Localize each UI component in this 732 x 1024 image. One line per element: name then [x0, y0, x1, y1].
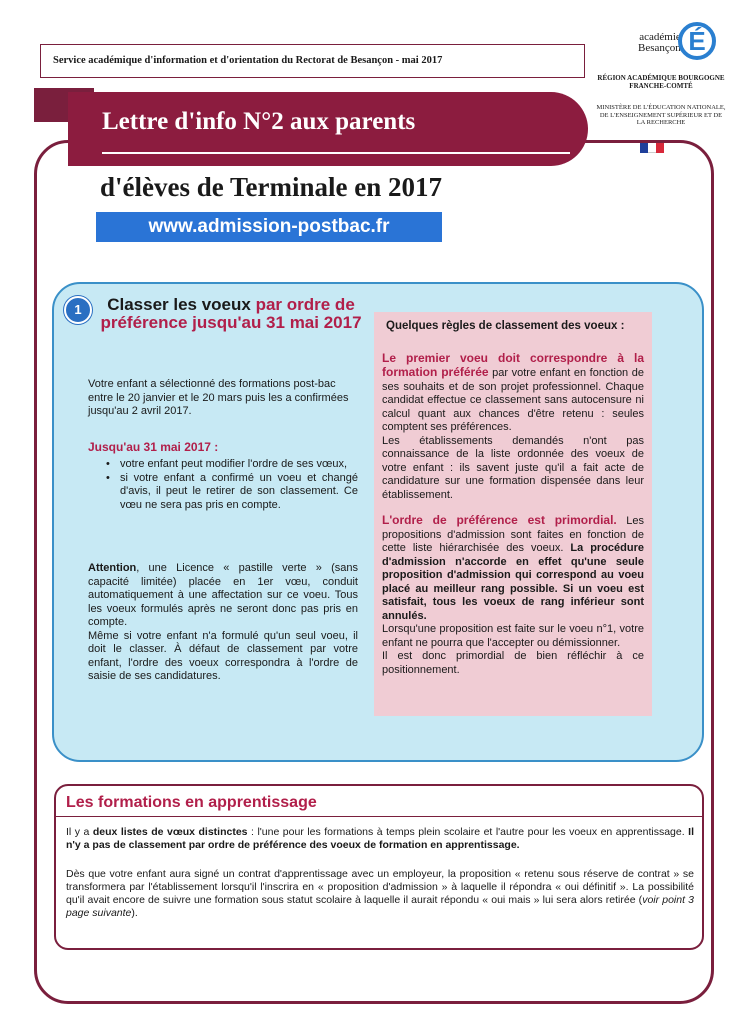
- logo-region: RÉGION ACADÉMIQUE BOURGOGNE FRANCHE-COMTÉ: [597, 74, 725, 90]
- rules-p3-lead: L'ordre de préférence est primordial.: [382, 513, 617, 527]
- logo-ministry: MINISTÈRE DE L'ÉDUCATION NATIONALE, DE L'ENSEIGNEMENT SUPÉRIEUR ET DE LA RECHERCHE: [596, 104, 726, 126]
- single-wish-text: Même si votre enfant n'a formulé qu'un seul voeu, il doit le classer. À défaut de classement par votre enfant, l'ordre des voeux correspondra à l'ordre de saisie de ses candidatures.: [88, 629, 358, 682]
- section2-p2-a: Dès que votre enfant aura signé un contrat d'apprentissage avec un employeur, la proposition « retenu sous réserve de contrat » se transformera par l'établissement lorsqu'il l'inscrira en « proposition d'admission » à laquelle il répondra « oui définitif ». La possibilité qu'il avait encore de suivre une formation sous statut scolaire à laquelle il aurait répondu « oui mais » lui sera alors retirée (: [66, 868, 694, 906]
- section2-p1: [66, 826, 694, 852]
- section1-bullet-list: [106, 458, 358, 512]
- attention-lead: Attention: [88, 562, 137, 574]
- list-item: • votre enfant peut modifier l'ordre de ses vœux,: [106, 458, 358, 472]
- section2-p2-link: voir point 3 page suivante: [66, 894, 694, 919]
- rules-heading: Quelques règles de classement des voeux :: [386, 320, 625, 332]
- logo-wordmark: [638, 32, 681, 54]
- logo-line-1: académie: [639, 31, 681, 43]
- rules-p1-lead: Le premier voeu doit correspondre à la formation préférée: [382, 350, 644, 379]
- rules-p1-text: par votre enfant en fonction de ses souhaits et de son projet professionnel. Chaque candidat effectue ce classement sans autocensure ni calcul quant aux chances d'être retenu : seules comptent ses préférences.: [382, 367, 644, 433]
- website-url[interactable]: www.admission-postbac.fr: [96, 212, 442, 242]
- rules-p3-text: Les propositions d'admission sont faites en fonction de cette liste hiérarchisée des voeux.: [382, 515, 644, 554]
- section1-title: [96, 296, 366, 332]
- title-line-2: d'élèves de Terminale en 2017: [100, 172, 442, 202]
- header-box: [40, 44, 585, 78]
- rules-box: [374, 312, 652, 716]
- section1-deadline: Jusqu'au 31 mai 2017 :: [88, 440, 219, 454]
- rules-p5: Il est donc primordial de bien réfléchir à ce positionnement.: [382, 650, 644, 676]
- section2-p1-d: Il n'y a pas de classement par ordre de préférence des voeux de formation en apprentissage.: [66, 826, 695, 851]
- section1-title-accent: par ordre de préférence jusqu'au 31 mai 2017: [100, 295, 362, 332]
- rules-p3-bold: La procédure d'admission n'accorde en effet qu'une seule proposition d'admission qui correspond au voeu placé au meilleur rang possible. Si un voeu est satisfait, tous les voeux de rang inférieur sont annulés.: [382, 542, 644, 622]
- title-line-1: Lettre d'info N°2 aux parents: [102, 108, 416, 135]
- section2-p1-b: deux listes de vœux distinctes: [92, 826, 248, 838]
- section2-p2: [66, 868, 694, 920]
- rules-p3: [382, 514, 644, 623]
- banner-underline: [102, 152, 570, 154]
- service-line: Service académique d'information et d'orientation du Rectorat de Besançon - mai 2017: [53, 55, 443, 66]
- section2-divider: [54, 816, 704, 817]
- section1-intro: Votre enfant a sélectionné des formations post-bac entre le 20 janvier et le 20 mars puis les a confirmées jusqu'au 2 avril 2017.: [88, 378, 349, 417]
- logo-line-2: Besançon: [638, 42, 681, 54]
- rules-p4: Lorsqu'une proposition est faite sur le voeu n°1, votre enfant ne pourra que l'accepter ou démissionner.: [382, 623, 644, 649]
- logo-e-icon: É: [678, 22, 716, 60]
- attention-text: , une Licence « pastille verte » (sans capacité limitée) placée en 1er vœu, conduit automatiquement à une affectation sur ce voeu. Tous les voeux formulés après ne seront donc pas pris en compte.: [88, 562, 358, 628]
- academie-logo: [596, 14, 726, 154]
- section1-attention: [88, 562, 358, 684]
- title-banner: [68, 92, 588, 166]
- section2-p1-c: : l'une pour les formations à temps plein scolaire et l'autre pour les voeux en apprentissage.: [247, 826, 689, 838]
- section1-title-plain: Classer les voeux: [107, 295, 256, 314]
- list-item: • si votre enfant a confirmé un voeu et changé d'avis, il peut le retirer de son classement. Ce vœu ne sera pas pris en compte.: [106, 472, 358, 513]
- section-number-badge: 1: [64, 296, 92, 324]
- rules-p1: [382, 352, 644, 435]
- section2-title: Les formations en apprentissage: [66, 794, 317, 811]
- rules-p2: Les établissements demandés n'ont pas connaissance de la liste ordonnée des voeux de votre enfant : ils savent juste qu'il a fait acte de candidature sur une formation dispensée dans leur établissement.: [382, 434, 644, 501]
- section2-p1-a: Il y a: [66, 826, 93, 838]
- section2-p2-c: ).: [131, 907, 138, 919]
